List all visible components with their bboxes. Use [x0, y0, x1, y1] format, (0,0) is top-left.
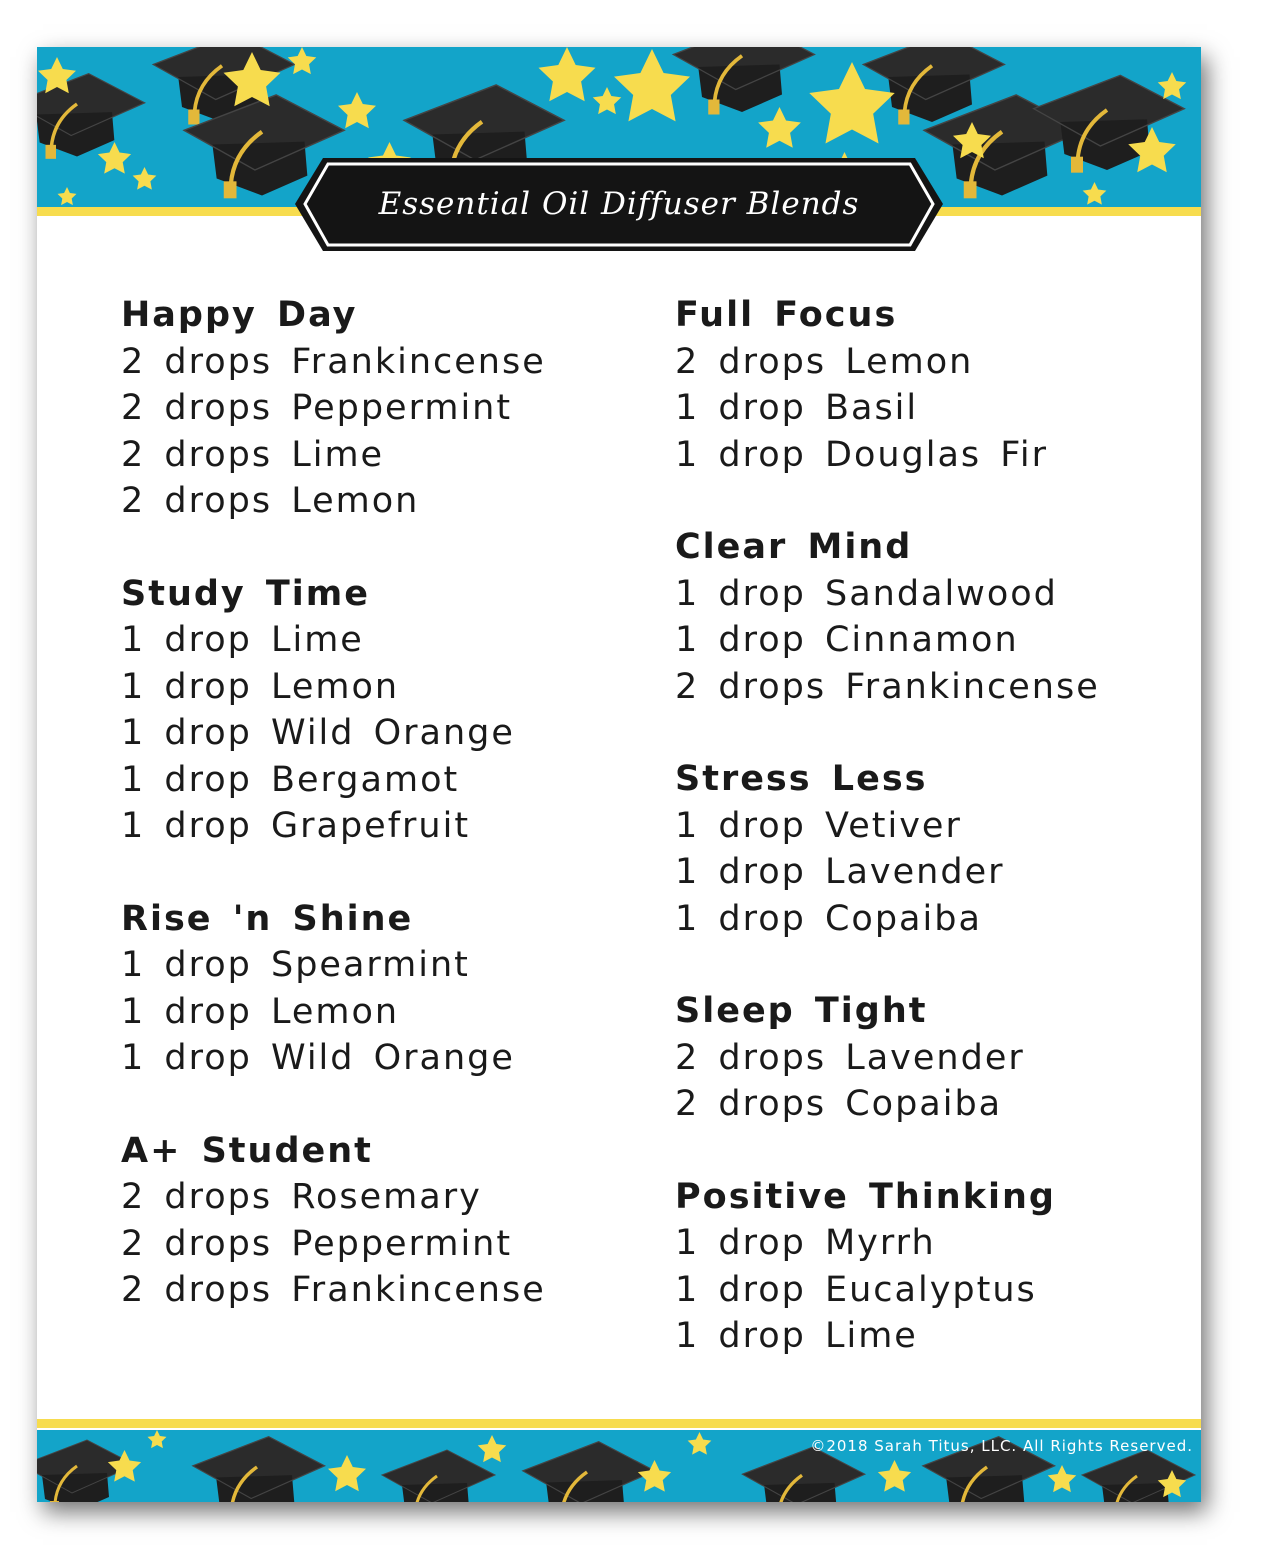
ingredient: 1 drop Grapefruit	[121, 806, 471, 846]
blend-name: Clear Mind	[675, 527, 913, 567]
blend-name: Positive Thinking	[675, 1176, 1056, 1217]
ingredient: 1 drop Basil	[675, 388, 919, 428]
ingredient: 1 drop Myrrh	[675, 1223, 936, 1263]
blend-name: A+ Student	[121, 1130, 373, 1171]
ingredient: 1 drop Lemon	[121, 666, 400, 707]
ingredient: 1 drop Douglas Fir	[675, 434, 1048, 475]
blend-positive-thinking	[675, 1174, 1195, 1360]
ingredient: 1 drop Wild Orange	[121, 713, 515, 753]
blend-column-left	[121, 292, 641, 1360]
title-banner	[295, 158, 943, 251]
ingredient: 1 drop Cinnamon	[675, 620, 1019, 660]
ingredient: 2 drops Lavender	[675, 1037, 1025, 1078]
blend-full-focus	[675, 292, 1195, 478]
ingredient: 1 drop Wild Orange	[121, 1038, 515, 1078]
ingredient: 2 drops Peppermint	[121, 1223, 513, 1264]
blend-stress-less	[675, 756, 1195, 942]
ingredient: 2 drops Lemon	[675, 341, 974, 382]
ingredient: 1 drop Spearmint	[121, 945, 470, 985]
blend-happy-day	[121, 292, 641, 525]
printable-page	[37, 47, 1201, 1502]
ingredient: 2 drops Copaiba	[675, 1084, 1003, 1124]
copyright-notice: ©2018 Sarah Titus, LLC. All Rights Reserved.	[810, 1437, 1193, 1455]
ingredient: 1 drop Lemon	[121, 991, 400, 1032]
ingredient: 2 drops Rosemary	[121, 1177, 482, 1217]
ingredient: 1 drop Copaiba	[675, 898, 982, 939]
blend-name: Study Time	[121, 573, 370, 614]
ingredient: 2 drops Frankincense	[121, 341, 546, 382]
ingredient: 1 drop Lime	[121, 620, 364, 660]
ingredient: 1 drop Eucalyptus	[675, 1269, 1037, 1310]
ingredient: 2 drops Lime	[121, 434, 385, 475]
ingredient: 1 drop Vetiver	[675, 805, 962, 846]
ingredient: 2 drops Lemon	[121, 481, 420, 521]
blend-study-time	[121, 571, 641, 850]
blend-name: Stress Less	[675, 759, 928, 799]
blend-name: Rise 'n Shine	[121, 898, 414, 939]
ingredient: 2 drops Peppermint	[121, 388, 513, 428]
ingredient: 1 drop Lavender	[675, 852, 1005, 892]
blend-clear-mind	[675, 524, 1195, 710]
blend-rise-n-shine	[121, 896, 641, 1082]
ingredient: 2 drops Frankincense	[675, 666, 1100, 707]
ingredient: 1 drop Lime	[675, 1316, 918, 1356]
footer-yellow-stripe	[37, 1419, 1201, 1428]
blend-name: Full Focus	[675, 295, 898, 335]
page-title: Essential Oil Diffuser Blends	[378, 186, 860, 222]
blend-sleep-tight	[675, 988, 1195, 1128]
blend-a-plus-student	[121, 1128, 641, 1314]
ingredient: 2 drops Frankincense	[121, 1270, 546, 1310]
blend-name: Sleep Tight	[675, 991, 928, 1031]
blend-column-right	[675, 292, 1195, 1406]
ingredient: 1 drop Bergamot	[121, 759, 460, 800]
ingredient: 1 drop Sandalwood	[675, 573, 1058, 614]
blend-name: Happy Day	[121, 295, 358, 335]
